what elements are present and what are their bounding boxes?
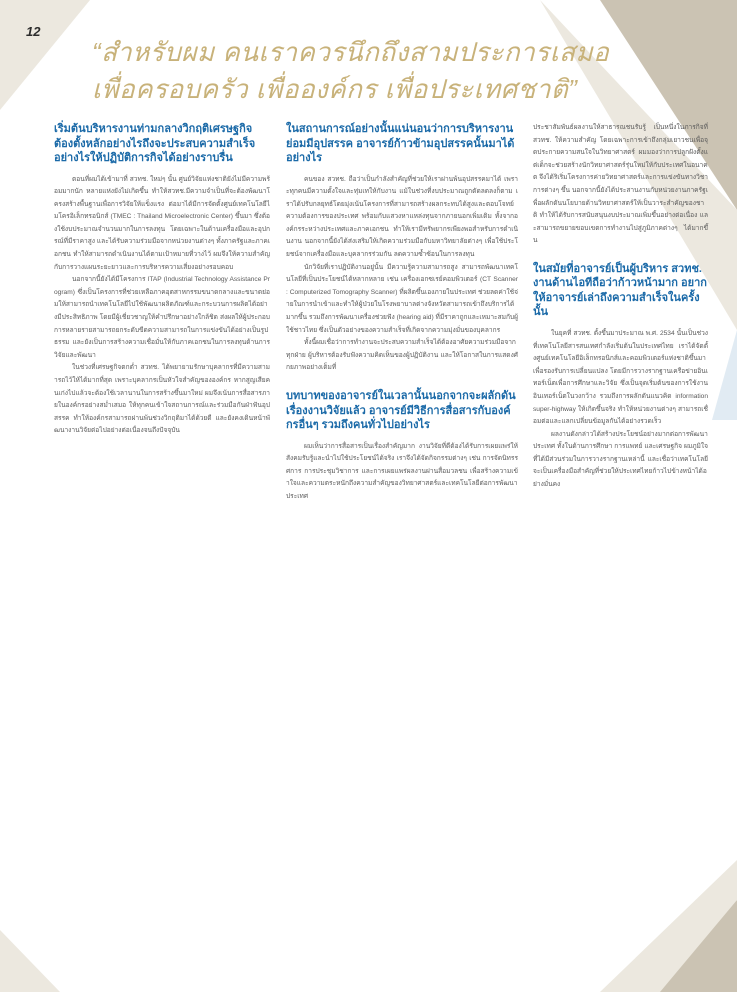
column-2 <box>286 122 518 503</box>
top-left-triangle <box>0 0 90 110</box>
body-paragraph: คนของ สวทช. ถือว่าเป็นกำลังสำคัญที่ช่วยให้เราผ่านพ้นอุปสรรคมาได้ เพราะทุกคนมีความตั้งใจและทุ่มเทให้กับงาน แม้ในช่วงที่งบประมาณถูกตัดลดลงก็ตาม เราได้ปรับกลยุทธ์โดยมุ่งเน้นโครงการที่สามารถสร้างผลกระทบได้สูงและตอบโจทย์ความต้องการของประเทศ พร้อมกับแสวงหาแหล่งทุนจากภายนอกเพิ่มเติม ทั้งจากองค์กรระหว่างประเทศและภาคเอกชน ทำให้เรามีทรัพยากรเพียงพอสำหรับการดำเนินงาน นอกจากนี้ยังได้ส่งเสริมให้เกิดความร่วมมือกับมหาวิทยาลัยต่างๆ เพื่อใช้ประโยชน์จากเครื่องมือและบุคลากรร่วมกัน ลดความซ้ำซ้อนในการลงทุน <box>286 175 518 259</box>
body-paragraph: ในยุคที่ สวทช. ตั้งขึ้นมาประมาณ พ.ศ. 2534 นั้นเป็นช่วงที่เทคโนโลยีสารสนเทศกำลังเริ่มต้นในประเทศไทย เราได้จัดตั้งศูนย์เทคโนโลยีอิเล็กทรอนิกส์และคอมพิวเตอร์แห่งชาติขึ้นมาเพื่อรองรับการเปลี่ยนแปลง โดยมีการวางรากฐานเครือข่ายอินเทอร์เน็ตเพื่อการศึกษาและวิจัย ซึ่งเป็นจุดเริ่มต้นของการใช้งานอินเทอร์เน็ตในวงกว้าง รวมถึงการผลักดันแนวคิด information super-highway ให้เกิดขึ้นจริง ทำให้หน่วยงานต่างๆ สามารถเชื่อมต่อและแลกเปลี่ยนข้อมูลกันได้อย่างรวดเร็ว <box>533 329 708 426</box>
body-paragraph: นักวิจัยที่เราปฏิบัติงานอยู่นั้น มีความรู้ความสามารถสูง สามารถพัฒนาเทคโนโลยีที่เป็นประโยชน์ได้หลากหลาย เช่น เครื่องเอกซเรย์คอมพิวเตอร์ (CT Scanner : Computerized Tomography Scanner) ที่ผลิตขึ้นเองภายในประเทศ ช่วยลดค่าใช้จ่ายในการนำเข้าและทำให้ผู้ป่วยในโรงพยาบาลต่างจังหวัดสามารถเข้าถึงบริการได้มากขึ้น รวมถึงการพัฒนาเครื่องช่วยฟัง (hearing aid) ที่มีราคาถูกและเหมาะสมกับผู้ใช้ชาวไทย ซึ่งเป็นตัวอย่างของความสำเร็จที่เกิดจากความมุ่งมั่นของบุคลากร <box>286 263 518 334</box>
right-edge-triangle-blue <box>712 330 737 420</box>
section-heading-4: ในสมัยที่อาจารย์เป็นผู้บริหาร สวทช. งานด้านไอทีถือว่าก้าวหน้ามาก อยากให้อาจารย์เล่าถึงความสำเร็จในครั้งนั้น <box>533 262 707 319</box>
section-heading-2: ในสถานการณ์อย่างนั้นแน่นอนว่าการบริหารงานย่อมมีอุปสรรค อาจารย์ก้าวข้ามอุปสรรคนั้นมาได้อย่างไร <box>286 123 515 164</box>
body-paragraph: ผมเห็นว่าการสื่อสารเป็นเรื่องสำคัญมาก งานวิจัยที่ดีต้องได้รับการเผยแพร่ให้สังคมรับรู้และนำไปใช้ประโยชน์ได้จริง เราจึงได้จัดกิจกรรมต่างๆ เช่น การจัดนิทรรศการ การประชุมวิชาการ และการเผยแพร่ผลงานผ่านสื่อมวลชน เพื่อสร้างความเข้าใจและความตระหนักถึงความสำคัญของวิทยาศาสตร์และเทคโนโลยีต่อการพัฒนาประเทศ <box>286 442 518 500</box>
body-paragraph: ในช่วงที่เศรษฐกิจตกต่ำ สวทช. ได้พยายามรักษาบุคลากรที่มีความสามารถไว้ให้ได้มากที่สุด เพราะบุคลากรเป็นหัวใจสำคัญขององค์กร หากสูญเสียคนเก่งไปแล้วจะต้องใช้เวลานานในการสร้างขึ้นมาใหม่ ผมจึงเน้นการสื่อสารภายในองค์กรอย่างสม่ำเสมอ ให้ทุกคนเข้าใจสถานการณ์และร่วมมือกันฝ่าฟันอุปสรรค ทำให้องค์กรสามารถผ่านพ้นช่วงวิกฤติมาได้ด้วยดี และยังคงเดินหน้าพัฒนางานวิจัยต่อไปอย่างต่อเนื่องจนถึงปัจจุบัน <box>54 364 270 435</box>
pull-quote <box>92 34 652 108</box>
body-paragraph: ทั้งนี้ผมเชื่อว่าการทำงานจะประสบความสำเร็จได้ต้องอาศัยความร่วมมือจากทุกฝ่าย ผู้บริหารต้องรับฟังความคิดเห็นของผู้ปฏิบัติงาน และให้โอกาสในการแสดงศักยภาพอย่างเต็มที่ <box>286 339 518 372</box>
column-3 <box>533 122 708 492</box>
pull-quote-line-2: เพื่อครอบครัว เพื่อองค์กร เพื่อประเทศชาติ” <box>92 74 578 104</box>
pull-quote-line-1: “สำหรับผม คนเราควรนึกถึงสามประการเสมอ <box>92 37 610 67</box>
body-paragraph: ตอนที่ผมได้เข้ามาที่ สวทช. ใหม่ๆ นั้น ศูนย์วิจัยแห่งชาติยังไม่มีความพร้อมมากนัก หลายแห่งยังไม่เกิดขึ้น ทำให้สวทช.มีความจำเป็นที่จะต้องพัฒนาโครงสร้างพื้นฐานเพื่อการวิจัยให้แข็งแรง ต่อมาได้มีการจัดตั้งศูนย์เทคโนโลยีไมโครอิเล็กทรอนิกส์ (TMEC : Thailand Microelectronic Center) ขึ้นมา ซึ่งต้องใช้งบประมาณจำนวนมากในการลงทุน โดยเฉพาะในด้านเครื่องมือและอุปกรณ์ที่มีราคาสูง และได้รับความร่วมมือจากหน่วยงานต่างๆ ทั้งภาครัฐและภาคเอกชน ทำให้สามารถดำเนินงานได้ตามเป้าหมายที่วางไว้ ผมจึงให้ความสำคัญกับการวางแผนระยะยาวและการบริหารความเสี่ยงอย่างรอบคอบ <box>54 175 270 271</box>
section-gap <box>533 248 708 262</box>
section-gap <box>286 375 518 389</box>
page-number: 12 <box>26 24 41 39</box>
body-paragraph: ผลงานดังกล่าวได้สร้างประโยชน์อย่างมากต่อการพัฒนาประเทศ ทั้งในด้านการศึกษา การแพทย์ และเศรษฐกิจ ผมภูมิใจที่ได้มีส่วนร่วมในการวางรากฐานเหล่านี้ และเชื่อว่าเทคโนโลยีจะเป็นเครื่องมือสำคัญที่ช่วยให้ประเทศไทยก้าวไปข้างหน้าได้อย่างมั่นคง <box>533 430 708 489</box>
bottom-left-triangle <box>0 930 60 992</box>
body-paragraph: ประชาสัมพันธ์ผลงานให้สาธารณชนรับรู้ เป็นหนึ่งในภารกิจที่ สวทช. ให้ความสำคัญ โดยเฉพาะการเข้าถึงกลุ่มเยาวชนเพื่อจุดประกายความสนใจในวิทยาศาสตร์ ผมมองว่าการปลูกฝังตั้งแต่เด็กจะช่วยสร้างนักวิทยาศาสตร์รุ่นใหม่ให้กับประเทศในอนาคต จึงได้ริเริ่มโครงการค่ายวิทยาศาสตร์และการแข่งขันทางวิชาการต่างๆ ขึ้น นอกจากนี้ยังได้ประสานงานกับหน่วยงานภาครัฐเพื่อผลักดันนโยบายด้านวิทยาศาสตร์ให้เป็นวาระสำคัญของชาติ ทำให้ได้รับการสนับสนุนงบประมาณเพิ่มขึ้นอย่างต่อเนื่อง และสามารถขยายขอบเขตการทำงานไปสู่ภูมิภาคต่างๆ ได้มากขึ้น <box>533 124 708 245</box>
section-heading-3: บทบาทของอาจารย์ในเวลานั้นนอกจากจะผลักดันเรื่องงานวิจัยแล้ว อาจารย์มีวิธีการสื่อสารกับองค์กรอื่นๆ รวมถึงคนทั่วไปอย่างไร <box>286 390 516 431</box>
section-heading-1: เริ่มต้นบริหารงานท่ามกลางวิกฤติเศรษฐกิจต้องตั้งหลักอย่างไรถึงจะประสบความสำเร็จอย่างไรให้ปฏิบัติการกิจได้อย่างราบรื่น <box>54 123 256 164</box>
body-paragraph: นอกจากนี้ยังได้มีโครงการ ITAP (Industrial Technology Assistance Program) ซึ่งเป็นโครงการที่ช่วยเหลือภาคอุตสาหกรรมขนาดกลางและขนาดย่อมให้สามารถนำเทคโนโลยีไปใช้พัฒนาผลิตภัณฑ์และกระบวนการผลิตได้อย่างมีประสิทธิภาพ โดยมีผู้เชี่ยวชาญให้คำปรึกษาอย่างใกล้ชิด ส่งผลให้ผู้ประกอบการหลายรายสามารถยกระดับขีดความสามารถในการแข่งขันได้อย่างเป็นรูปธรรม และยังเป็นการสร้างความเชื่อมั่นให้กับภาคเอกชนในการลงทุนด้านการวิจัยและพัฒนา <box>54 276 270 359</box>
column-1 <box>54 122 270 438</box>
